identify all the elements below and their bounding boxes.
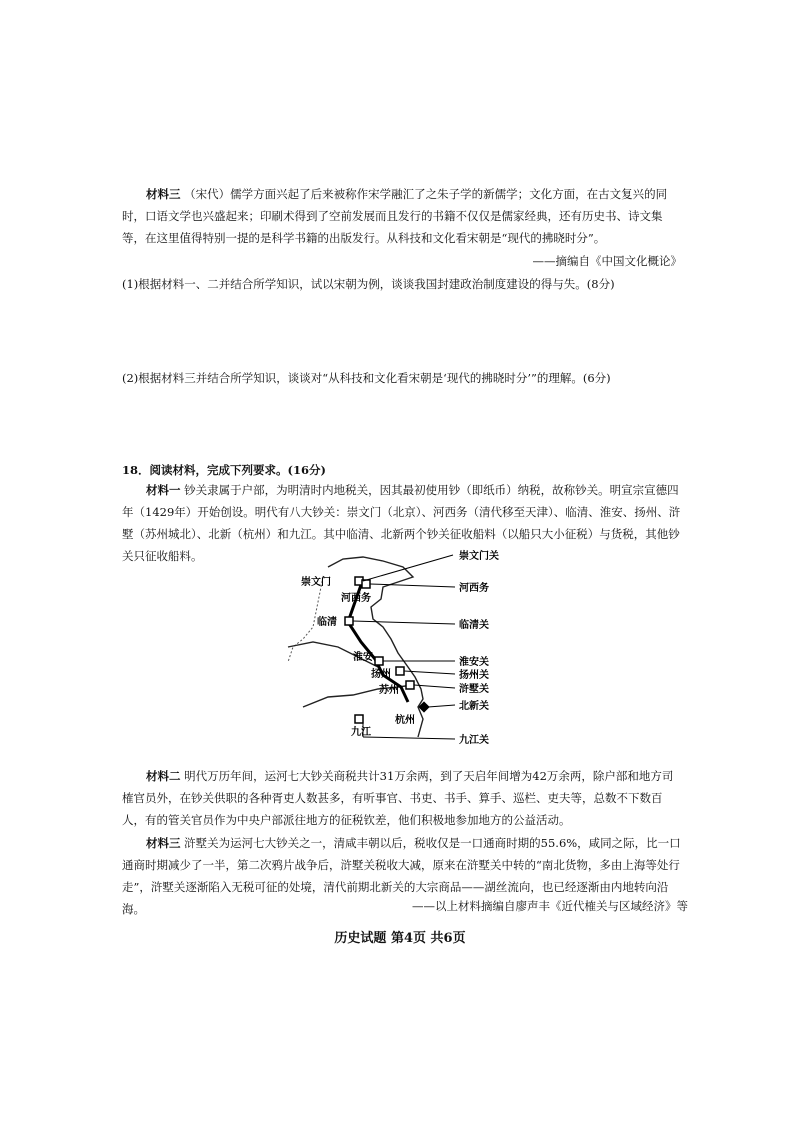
leader-line [353, 621, 455, 624]
marker-huaian [375, 657, 383, 665]
question-18: 18．阅读材料，完成下列要求。(16分) [122, 463, 326, 477]
material-text: 浒墅关为运河七大钞关之一，清咸丰朝以后，税收仅是一口通商时期的55.6%，咸同之际，比一口通商时期减少了一半，第二次鸦片战争后，浒墅关税收大减，原来在浒墅关中转的“南北货物，多由上海等处行走”，浒墅关逐渐陷入无税可征的处境，清代前期北新关的大宗商品——湖丝流向，也已经逐渐由内地转向沿海。 [122, 836, 681, 916]
material-text: （宋代）儒学方面兴起了后来被称作宋学融汇了之朱子学的新儒学；文化方面，在古文复兴的同时，口语文学也兴盛起来；印刷术得到了空前发展而且发行的书籍不仅仅是儒家经典，还有历史书、诗文集等，在这里值得特别一提的是科学书籍的出版发行。从科技和文化看宋朝是“现代的拂晓时分”。 [122, 187, 668, 245]
material-source: ——摘编自《中国文化概论》 [532, 254, 682, 268]
map-label: 九江关 [459, 735, 489, 746]
material-label: 材料一 [146, 483, 181, 497]
leader-line [363, 555, 453, 581]
map-label: 河西务 [459, 583, 489, 594]
material-text: 明代万历年间，运河七大钞关商税共计31万余两，到了天启年间增为42万余两，除户部和地方司榷官员外，在钞关供职的各种胥吏人数甚多，有听事官、书吏、书手、算手、巡栏、吏夫等，总数不下数百人，有的管关官员作为中央户部派往地方的征税钦差，他们积极地参加地方的公益活动。 [122, 769, 674, 827]
map-label: 杭州 [395, 715, 415, 726]
map-label: 北新关 [459, 701, 489, 712]
map-label: 临清关 [459, 620, 489, 631]
material-label: 材料二 [146, 769, 181, 783]
map-svg [283, 547, 523, 749]
map-label: 扬州关 [459, 670, 489, 681]
map-label: 苏州 [379, 685, 399, 696]
map-label: 扬州 [371, 669, 391, 680]
material-source: ——以上材料摘编自廖声丰《近代榷关与区域经济》等 [412, 899, 688, 913]
marker-jiujiang [355, 715, 363, 723]
material-text: 钞关隶属于户部，为明清时内地税关，因其最初使用钞（即纸币）纳税，故称钞关。明宣宗宣德四年（1429年）开始创设。明代有八大钞关：崇文门（北京）、河西务（清代移至天津）、临清、淮安、扬州、浒墅（苏州城北）、北新（杭州）和九江。其中临清、北新两个钞关征收船料（以船只大小征税）与货税，其他钞关只征收船料。 [122, 483, 681, 563]
map-label: 崇文门关 [459, 551, 499, 562]
material-label: 材料三 [146, 187, 181, 201]
map-label: 崇文门 [301, 577, 331, 588]
leader-line [363, 737, 455, 739]
page-footer: 历史试题 第4页 共6页 [334, 931, 466, 946]
leader-line [428, 705, 455, 707]
question-2: (2)根据材料三并结合所学知识，谈谈对“从科技和文化看宋朝是‘现代的拂晓时分’”的理解。(6分) [122, 371, 611, 385]
marker-linqing [345, 617, 353, 625]
map-label: 临清 [317, 617, 337, 628]
question-1: (1)根据材料一、二并结合所学知识，试以宋朝为例，谈谈我国封建政治制度建设的得与失。(8分) [122, 277, 615, 291]
map-label: 淮安关 [459, 657, 489, 668]
material-3-paragraph [122, 183, 682, 249]
material-2-paragraph [122, 765, 682, 831]
map-label: 浒墅关 [459, 684, 489, 695]
marker-yangzhou [396, 667, 404, 675]
map-label: 九江 [351, 727, 371, 738]
customs-map [283, 547, 523, 749]
map-label: 淮安 [353, 652, 373, 663]
map-label: 河西务 [341, 593, 371, 604]
material-label: 材料三 [146, 836, 181, 850]
marker-suzhou [406, 681, 414, 689]
